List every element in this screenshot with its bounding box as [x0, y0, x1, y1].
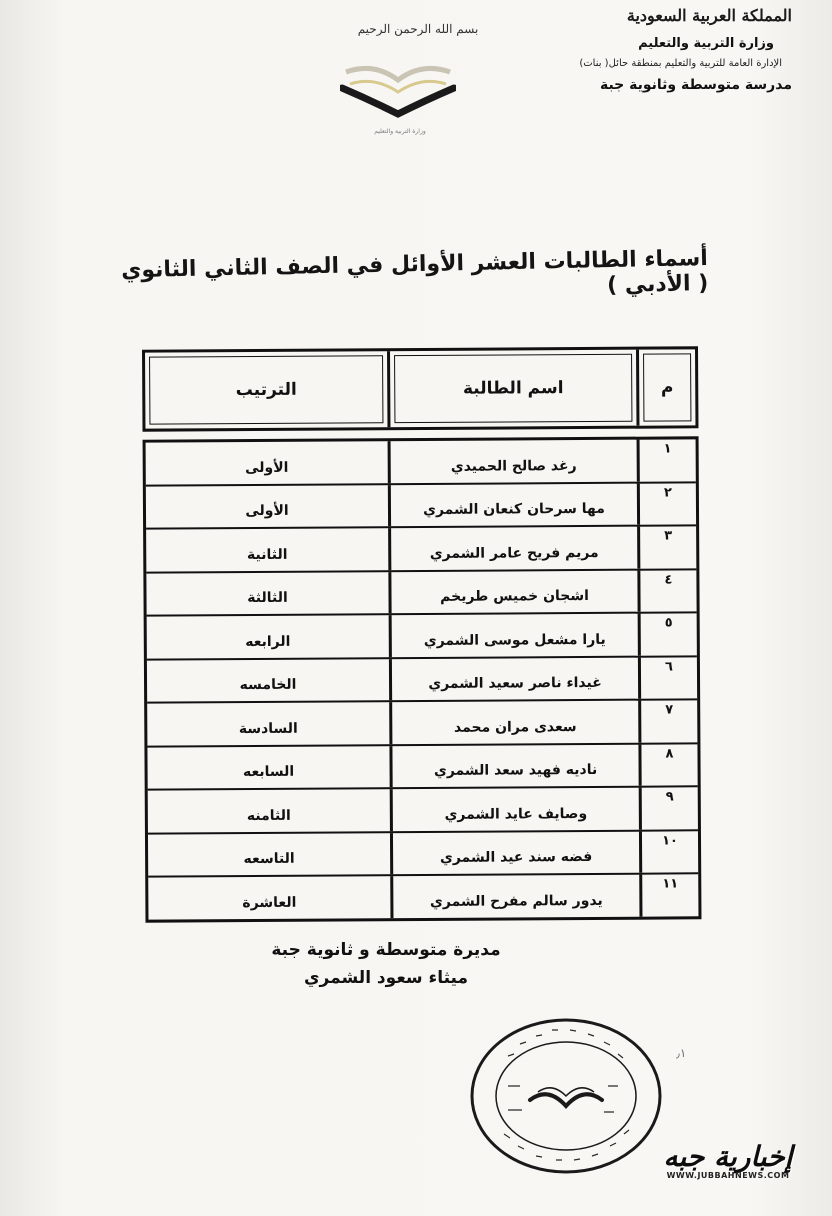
site-watermark: [638, 1140, 818, 1180]
header-num: [636, 349, 695, 425]
row-num: ٣: [637, 526, 696, 568]
row-num: ٤: [637, 570, 696, 612]
table-row: [148, 787, 698, 834]
signature-block: [256, 936, 516, 992]
school-name: مدرسة متوسطة وثانوية جبة: [599, 76, 792, 93]
row-name: يدور سالم مفرح الشمري: [390, 875, 639, 918]
row-rank: العاشرة: [242, 894, 297, 911]
row-num: ٦: [638, 657, 697, 699]
row-rank: السادسة: [238, 720, 298, 737]
row-name: وصايف عايد الشمري: [390, 788, 639, 831]
ministry-name: وزارة التربية والتعليم: [638, 36, 774, 51]
ministry-logo-icon: [340, 62, 456, 118]
official-stamp-icon: [468, 1016, 664, 1176]
row-name: مريم فريح عامر الشمري: [388, 527, 637, 570]
header-rank: [145, 351, 387, 428]
row-rank: التاسعه: [243, 851, 295, 868]
row-name: فضه سند عيد الشمري: [390, 831, 639, 874]
signature-name: ميثاء سعود الشمري: [303, 968, 469, 989]
logo-caption: وزارة التربية والتعليم: [374, 128, 426, 135]
header-name-label: اسم الطالبة: [462, 378, 564, 399]
signature-role: مديرة متوسطة و ثانوية جبة: [271, 940, 501, 960]
table-row: [146, 483, 696, 530]
row-name: ناديه فهيد سعد الشمري: [389, 744, 638, 787]
row-num: ٢: [637, 483, 696, 525]
table-row: [146, 570, 696, 617]
row-num: ٩: [639, 787, 698, 829]
table-row: [147, 657, 697, 704]
bismillah: بسم الله الرحمن الرحيم: [357, 22, 479, 36]
students-table: [142, 346, 701, 922]
row-num: ١٠: [639, 831, 698, 873]
watermark-name: إخبارية جبه: [663, 1140, 793, 1173]
watermark-url: WWW.JUBBAHNEWS.COM: [666, 1171, 790, 1180]
row-num: ٥: [638, 613, 697, 655]
row-rank: الثامنه: [246, 807, 291, 824]
row-rank: الأولى: [245, 503, 289, 520]
row-name: اشجان خميس طريخم: [388, 570, 637, 613]
row-rank: الثالثة: [247, 590, 288, 607]
row-rank: الثانية: [246, 546, 288, 563]
header-name: [387, 350, 636, 428]
row-name: غيداء ناصر سعيد الشمري: [389, 657, 638, 700]
stamp-side-mark: ٫١: [676, 1046, 687, 1060]
page-title: أسماء الطالبات العشر الأوائل في الصف الثاني الثانوي ( الأدبي ): [120, 246, 709, 299]
table-header: [142, 346, 698, 431]
row-name: مها سرحان كنعان الشمري: [388, 483, 637, 526]
kingdom-name: المملكة العربية السعودية: [626, 6, 792, 25]
row-num: ٨: [638, 744, 697, 786]
row-rank: الأولى: [245, 459, 289, 476]
row-num: ١: [637, 439, 696, 481]
header-num-label: م: [660, 377, 674, 398]
row-name: يارا مشعل موسى الشمري: [389, 614, 638, 657]
table-row: [146, 526, 696, 573]
table-row: [147, 613, 697, 660]
row-name: رغد صالح الحميدي: [388, 440, 637, 483]
directorate-name: الإدارة العامة للتربية والتعليم بمنطقة حائل( بنات): [579, 58, 782, 70]
table-row: [148, 874, 698, 919]
table-row: [147, 700, 697, 747]
row-rank: السابعه: [242, 764, 295, 781]
table-row: [146, 439, 696, 486]
letterhead: [536, 6, 796, 94]
row-rank: الخامسه: [239, 677, 297, 694]
row-num: ٧: [638, 700, 697, 742]
table-row: [147, 744, 697, 791]
table-row: [148, 831, 698, 878]
table-body: [143, 436, 702, 922]
row-rank: الرابعه: [245, 633, 291, 650]
row-name: سعدى مران محمد: [389, 701, 638, 744]
row-num: ١١: [639, 874, 698, 916]
header-rank-label: الترتيب: [235, 379, 297, 401]
